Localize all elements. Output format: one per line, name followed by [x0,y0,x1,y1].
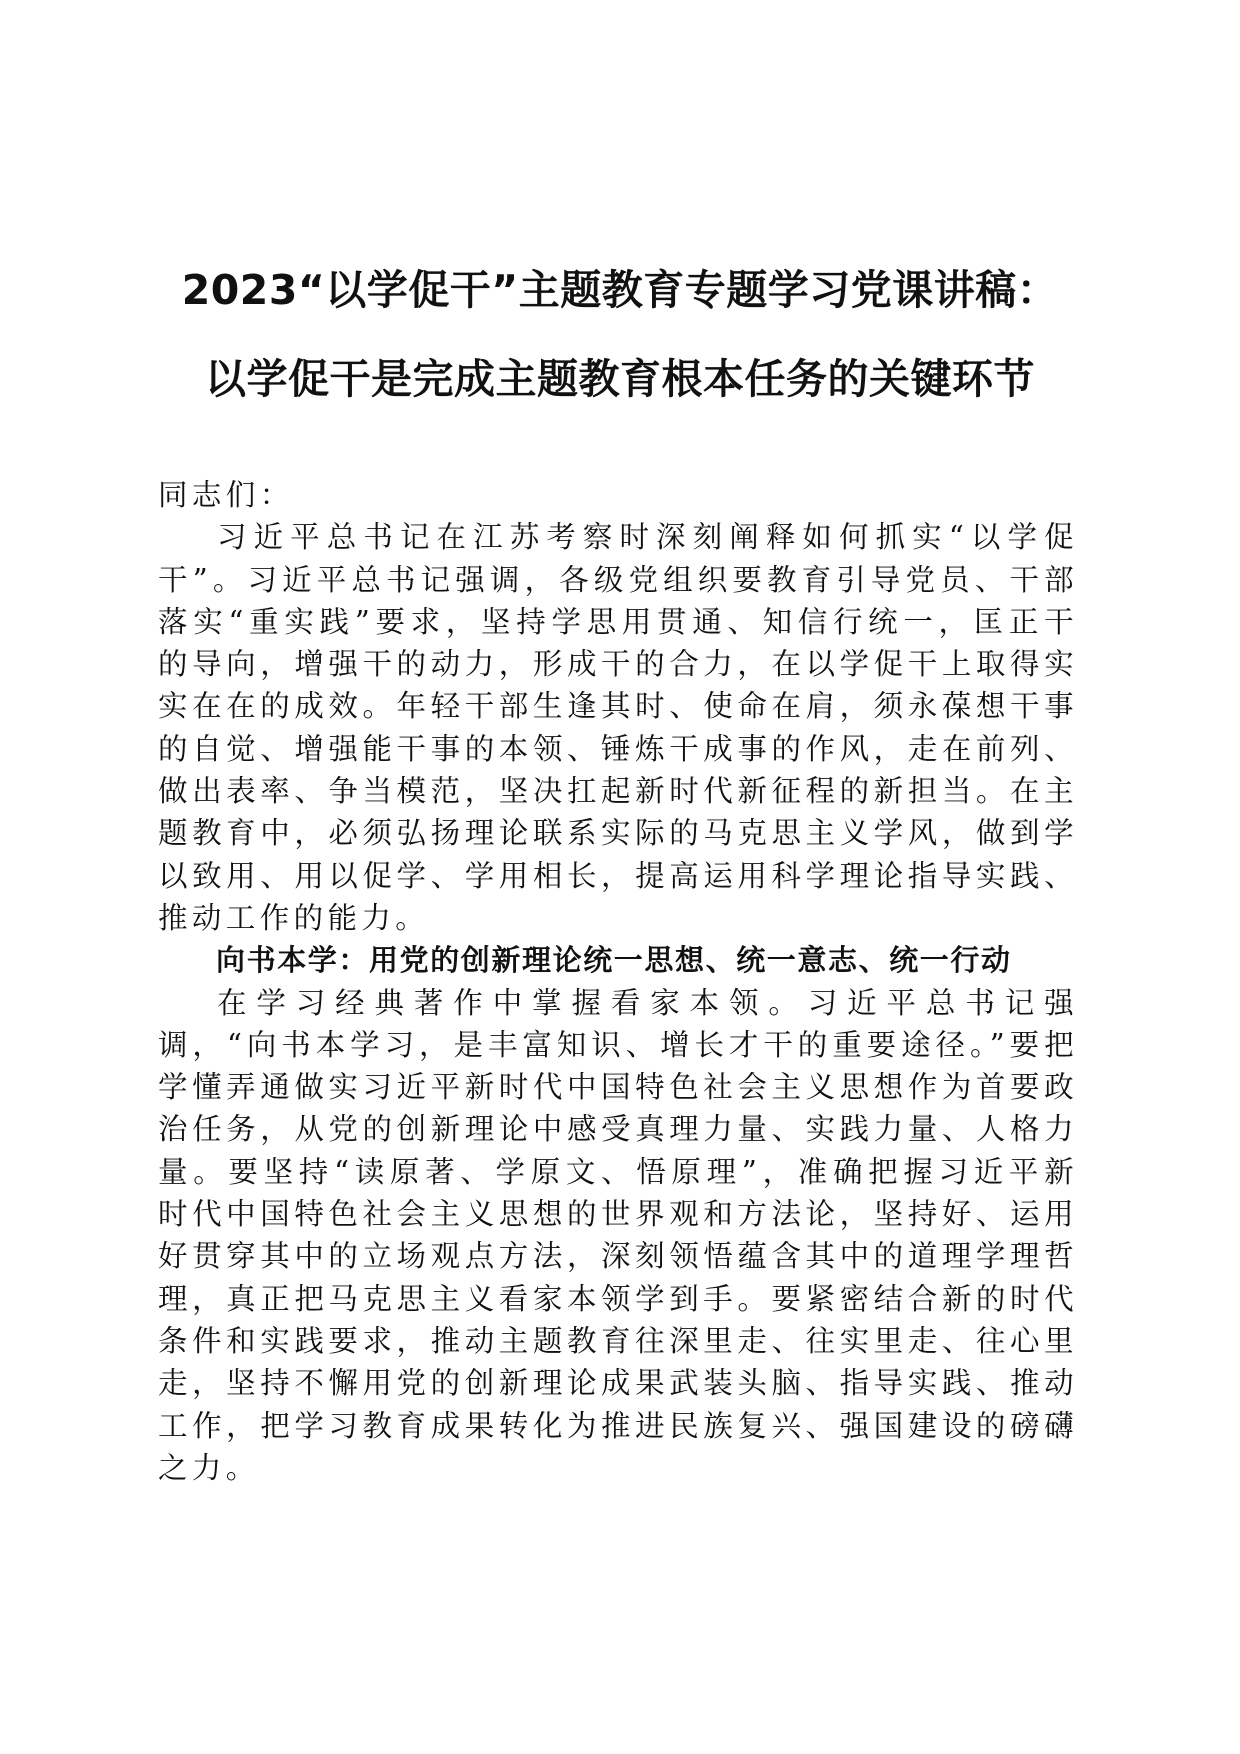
document-title-line-2: 以学促干是完成主题教育根本任务的关键环节 [205,355,1035,403]
document-body [158,474,1078,1489]
body-paragraph: 习近平总书记在江苏考察时深刻阐释如何抓实“以学促干”。习近平总书记强调，各级党组织要教育引导党员、干部落实“重实践”要求，坚持学思用贯通、知信行统一，匡正干的导向，增强干的动力，形成干的合力，在以学促干上取得实实在在的成效。年轻干部生逢其时、使命在肩，须永葆想干事的自觉、增强能干事的本领、锤炼干成事的作风，走在前列、做出表率、争当模范，坚决扛起新时代新征程的新担当。在主题教育中，必须弘扬理论联系实际的马克思主义学风，做到学以致用、用以促学、学用相长，提高运用科学理论指导实践、推动工作的能力。 [158,520,1078,935]
document-title-line-1: 2023“以学促干”主题教育专题学习党课讲稿： [181,266,1059,314]
salutation: 同志们： [158,478,294,512]
section-heading: 向书本学：用党的创新理论统一思想、统一意志、统一行动 [216,943,1012,978]
body-paragraph: 在学习经典著作中掌握看家本领。习近平总书记强调，“向书本学习，是丰富知识、增长才干的重要途径。”要把学懂弄通做实习近平新时代中国特色社会主义思想作为首要政治任务，从党的创新理论中感受真理力量、实践力量、人格力量。要坚持“读原著、学原文、悟原理”，准确把握习近平新时代中国特色社会主义思想的世界观和方法论，坚持好、运用好贯穿其中的立场观点方法，深刻领悟蕴含其中的道理学理哲理，真正把马克思主义看家本领学到手。要紧密结合新的时代条件和实践要求，推动主题教育往深里走、往实里走、往心里走，坚持不懈用党的创新理论成果武装头脑、指导实践、推动工作，把学习教育成果转化为推进民族复兴、强国建设的磅礴之力。 [158,985,1078,1485]
